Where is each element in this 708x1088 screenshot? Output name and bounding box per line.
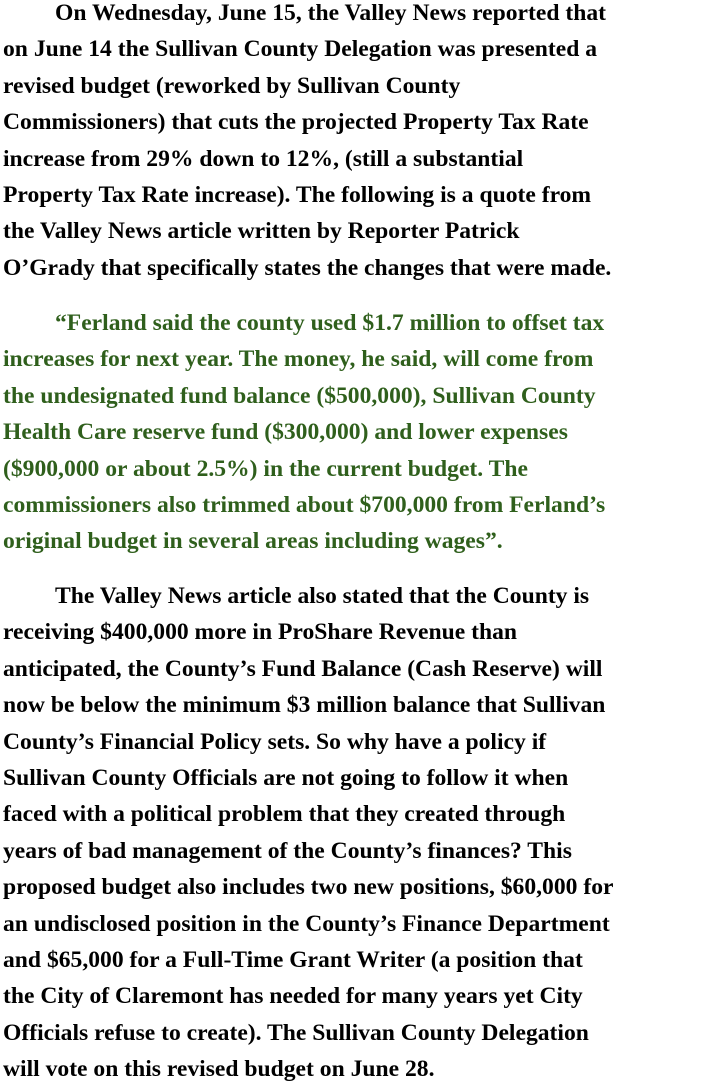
text-line: County’s Financial Policy sets. So why have a policy if xyxy=(3,728,547,755)
text-line: anticipated, the County’s Fund Balance (Cash Reserve) will xyxy=(3,655,603,682)
paragraph-fund-balance-commentary xyxy=(3,578,613,1088)
text-line: Officials refuse to create). The Sullivan County Delegation xyxy=(3,1019,589,1046)
text-line: now be below the minimum $3 million balance that Sullivan xyxy=(3,692,606,719)
text-line: Sullivan County Officials are not going to follow it when xyxy=(3,765,569,792)
text-line: proposed budget also includes two new positions, $60,000 for xyxy=(3,874,614,901)
text-line: commissioners also trimmed about $700,000 from Ferland’s xyxy=(3,492,606,519)
text-line: Health Care reserve fund ($300,000) and lower expenses xyxy=(3,419,568,446)
text-line: on June 14 the Sullivan County Delegation was presented a xyxy=(3,36,598,63)
text-line: Commissioners) that cuts the projected Property Tax Rate xyxy=(3,109,589,136)
text-line: The Valley News article also stated that the County is xyxy=(55,583,590,609)
paragraph-ferland-quote xyxy=(3,305,605,560)
text-line: increase from 29% down to 12%, (still a substantial xyxy=(3,145,524,172)
text-line: the City of Claremont has needed for many years yet City xyxy=(3,983,583,1010)
text-line: an undisclosed position in the County’s Finance Department xyxy=(3,910,610,937)
text-line: O’Grady that specifically states the changes that were made. xyxy=(3,254,612,281)
text-line: revised budget (reworked by Sullivan County xyxy=(3,72,461,99)
text-line: and $65,000 for a Full-Time Grant Writer (a position that xyxy=(3,947,583,974)
text-line: original budget in several areas including wages”. xyxy=(3,528,503,555)
text-line: ($900,000 or about 2.5%) in the current budget. The xyxy=(3,455,528,482)
text-line: increases for next year. The money, he said, will come from xyxy=(3,346,594,373)
text-line: “Ferland said the county used $1.7 million to offset tax xyxy=(55,310,605,336)
text-line: the undesignated fund balance ($500,000), Sullivan County xyxy=(3,382,596,409)
text-line: receiving $400,000 more in ProShare Revenue than xyxy=(3,619,518,646)
text-line: the Valley News article written by Reporter Patrick xyxy=(3,218,520,245)
text-line: years of bad management of the County’s finances? This xyxy=(3,837,572,864)
text-line: faced with a political problem that they created through xyxy=(3,801,566,828)
text-line: Property Tax Rate increase). The following is a quote from xyxy=(3,182,592,209)
text-line: On Wednesday, June 15, the Valley News reported that xyxy=(55,0,607,26)
text-line: will vote on this revised budget on June 28. xyxy=(3,1056,435,1083)
paragraph-valley-news-report xyxy=(3,0,611,286)
